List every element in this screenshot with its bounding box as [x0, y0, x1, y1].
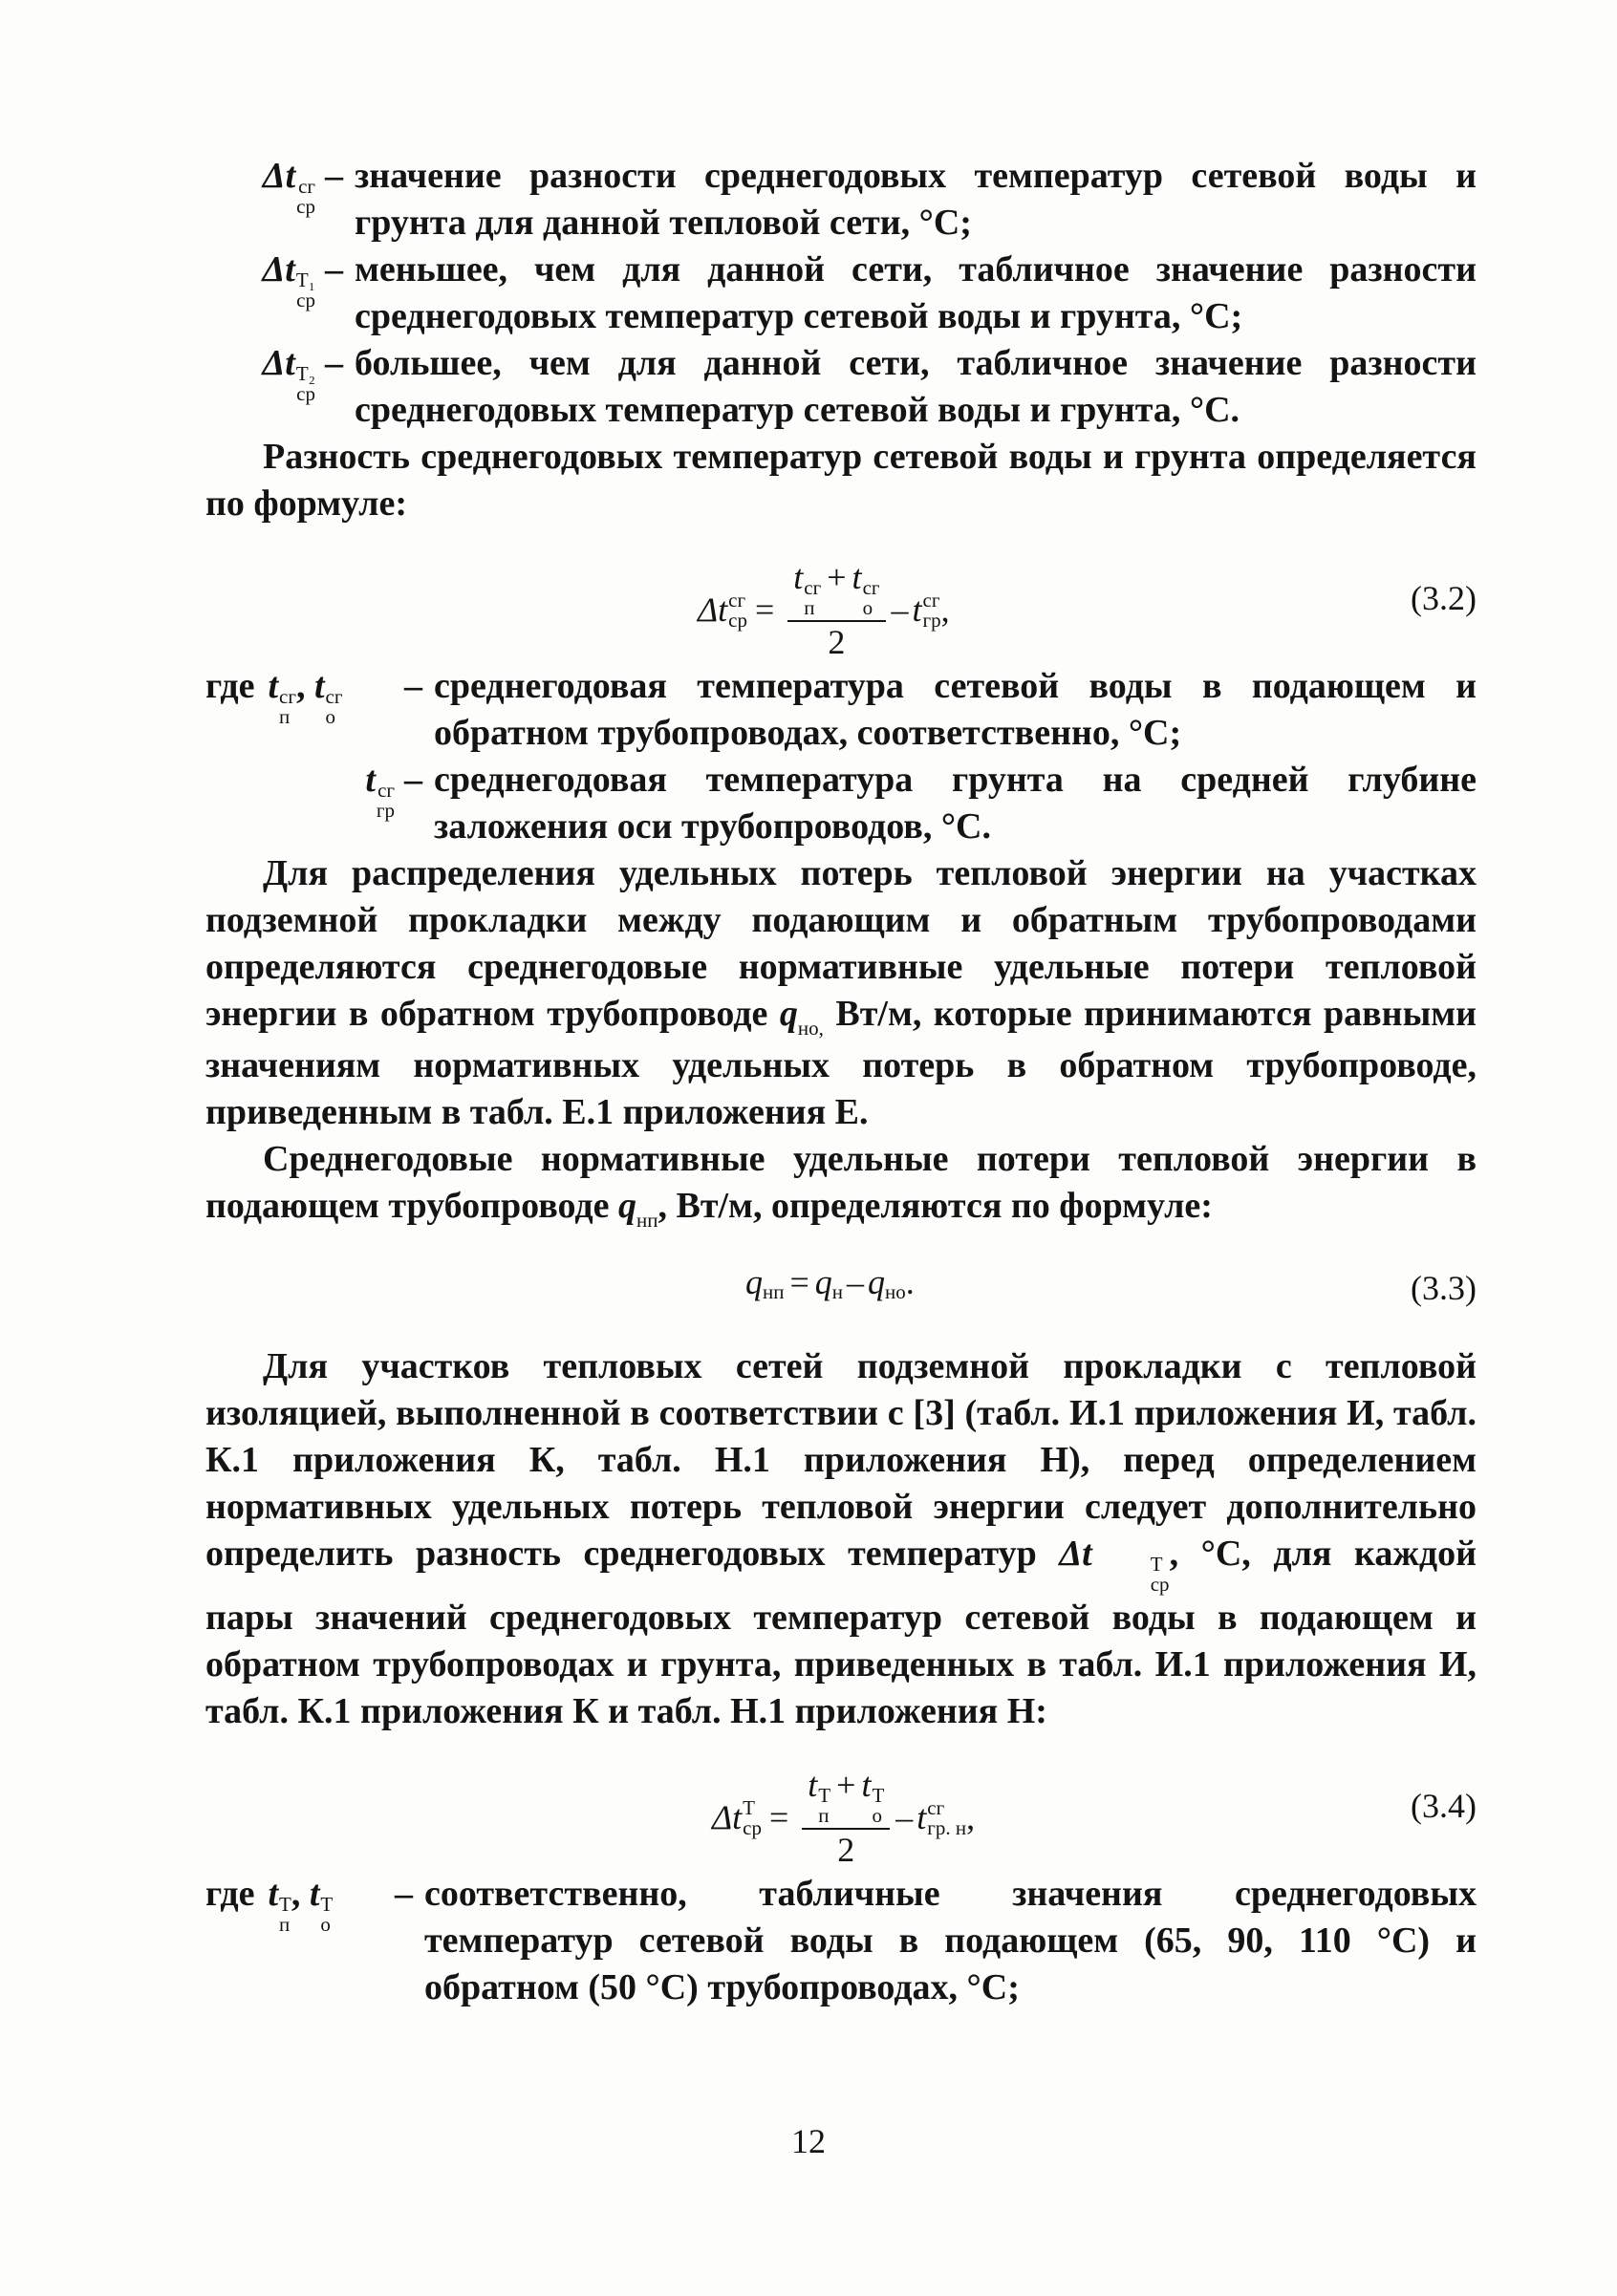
definition-symbol — [205, 663, 395, 727]
page-body — [205, 153, 1477, 2011]
symbol-scripts — [279, 687, 296, 727]
definition-row — [205, 663, 1477, 757]
fraction-numerator — [802, 1766, 890, 1830]
definitions-3-4 — [205, 1871, 1477, 2011]
symbol-scripts — [296, 177, 315, 217]
definition-symbol — [205, 340, 315, 404]
definitions-top — [205, 153, 1477, 434]
formula-sub: п — [804, 596, 815, 619]
paragraph-text: Для распределения удельных потерь тепловой энергии на участках подземной прокладки между подающим и обратным трубопроводами определяются среднегодовые нормативные удельные потери тепловой энергии в обратном трубопроводе — [205, 853, 1477, 1034]
formula-q-base: q — [814, 1263, 832, 1301]
formula-lhs: Δt — [698, 590, 728, 629]
formula-q-sub: но — [885, 1280, 906, 1303]
formula-plus: + — [827, 558, 847, 596]
formula-tail-scripts — [927, 1795, 967, 1839]
formula-punct: , — [940, 590, 950, 629]
symbol-base: Δt — [262, 249, 295, 290]
formula-sub: ср — [743, 1815, 762, 1839]
num-b-scripts — [863, 578, 880, 618]
symbol-sub: о — [320, 1913, 331, 1936]
definition-dash: – — [404, 666, 422, 706]
paragraph-text: , Вт/м, определяются по формуле: — [658, 1186, 1213, 1226]
formula-q-base: q — [745, 1263, 763, 1301]
formula-number: (3.4) — [1411, 1787, 1477, 1825]
paragraph-intro-3-2: Разность среднегодовых температур сетевой воды и грунта определяется по формуле: — [205, 437, 1477, 524]
formula-lhs-scripts — [743, 1795, 762, 1839]
symbol-base: t — [268, 1874, 279, 1914]
definition-dash: – — [395, 1874, 413, 1914]
symbol-base: Δt — [262, 156, 296, 196]
symbol-sup: Т — [1150, 1553, 1163, 1576]
symbol-sub: ср — [1150, 1573, 1170, 1596]
formula-sup: Т — [818, 1784, 831, 1807]
definition-dash: – — [325, 249, 343, 290]
formula-punct: , — [966, 1798, 976, 1836]
num-b-scripts — [872, 1786, 884, 1826]
symbol-sub: п — [279, 1913, 291, 1936]
symbol-scripts — [377, 781, 395, 821]
symbol-sup: Т₂ — [295, 362, 315, 385]
fraction-numerator — [787, 558, 885, 622]
formula-equals: = — [789, 1263, 809, 1301]
formula-sup: сг — [804, 576, 822, 599]
symbol-sup: сг — [325, 685, 343, 708]
symbol-sub: ср — [296, 382, 315, 405]
num-a-base: t — [793, 558, 804, 596]
symbol-base: Δt — [262, 343, 295, 383]
formula-sub: гр. н — [927, 1815, 967, 1839]
formula-sub: о — [862, 596, 873, 619]
formula-sup: сг — [922, 588, 940, 612]
formula-equals: = — [754, 590, 775, 629]
symbol-scripts — [296, 270, 315, 311]
formula-sub: ср — [728, 608, 747, 632]
fraction-denominator: 2 — [828, 623, 846, 661]
symbol-sup: Т₁ — [295, 268, 315, 291]
formula-tail-scripts — [923, 590, 941, 631]
formula-sub: гр — [922, 608, 941, 632]
formula-minus: – — [895, 1798, 914, 1836]
symbol-sub: ср — [296, 289, 315, 311]
formula-sup: Т — [872, 1784, 885, 1807]
where-word: где — [205, 666, 255, 706]
fraction-denominator: 2 — [837, 1831, 855, 1869]
definition-symbol — [205, 757, 395, 821]
num-b-base: t — [861, 1766, 872, 1804]
num-b-base: t — [852, 558, 862, 596]
definition-text: меньшее, чем для данной сети, табличное значение разности среднегодовых температур сетевой воды и грунта, °С; — [355, 249, 1477, 336]
definition-row — [205, 757, 1477, 850]
num-a-base: t — [808, 1766, 818, 1804]
formula-sub: п — [818, 1804, 830, 1827]
formula-expression — [745, 1259, 915, 1306]
symbol-sep: , — [291, 1874, 301, 1914]
formula-q-base: q — [868, 1263, 886, 1301]
definition-symbol — [205, 247, 315, 311]
definition-row — [205, 247, 1477, 340]
definition-text: значение разности среднегодовых температур сетевой воды и грунта для данной тепловой сети, °С; — [355, 156, 1477, 243]
formula-sup: Т — [743, 1795, 755, 1819]
num-a-scripts — [804, 578, 821, 618]
definition-dash: – — [404, 760, 422, 800]
symbol-sub: о — [325, 705, 336, 728]
symbol-sub: п — [279, 705, 291, 728]
definition-dash: – — [325, 156, 343, 196]
formula-fraction — [802, 1766, 890, 1870]
paragraph-text: Для участков тепловых сетей подземной прокладки с тепловой изоляцией, выполненной в соответствии с [3] (табл. И.1 приложения И, табл. К.1 приложения К, табл. Н.1 приложения Н), перед определением нормативных удельных потерь тепловой энергии следует дополнительно определить разность среднегодовых температур — [205, 1346, 1477, 1574]
formula-expression — [698, 558, 950, 662]
num-a-scripts — [818, 1786, 830, 1826]
inline-symbol-scripts — [1093, 1555, 1170, 1595]
formula-fraction — [787, 558, 885, 662]
definition-row — [205, 153, 1477, 247]
symbol-sub: гр — [376, 799, 395, 822]
formula-q-sub: н — [831, 1280, 844, 1303]
symbol-base: t — [365, 760, 376, 800]
inline-symbol-sub: нo, — [797, 1017, 824, 1040]
formula-minus: – — [847, 1263, 865, 1301]
formula-tail: t — [916, 1798, 927, 1836]
formula-number: (3.3) — [1411, 1269, 1477, 1307]
symbol-base: t — [313, 666, 325, 706]
symbol-sub: ср — [296, 195, 315, 218]
formula-sup: сг — [862, 576, 880, 599]
formula-q-sub: нп — [763, 1280, 785, 1303]
symbol-base: t — [309, 1874, 320, 1914]
formula-punct: . — [905, 1263, 915, 1301]
definition-row — [205, 340, 1477, 434]
definition-row — [205, 1871, 1477, 2011]
symbol-sup: сг — [298, 175, 315, 198]
symbol-sup: Т — [320, 1893, 334, 1916]
formula-expression — [712, 1766, 975, 1870]
symbol-sup: сг — [377, 779, 395, 802]
formula-plus: + — [836, 1766, 856, 1804]
page-number: 12 — [791, 2122, 826, 2160]
definition-text: большее, чем для данной сети, табличное значение разности среднегодовых температур сетевой воды и грунта, °С. — [355, 343, 1477, 430]
paragraph-sections — [205, 1343, 1477, 1735]
definition-text: соответственно, табличные значения среднегодовых температур сетевой воды в подающем (65, 90, 110 °С) и обратном (50 °С) трубопроводах, °С; — [424, 1874, 1477, 2007]
formula-3-3 — [205, 1248, 1477, 1328]
formula-lhs: Δt — [712, 1798, 743, 1836]
symbol-scripts — [296, 364, 315, 404]
formula-lhs-scripts — [728, 590, 747, 631]
inline-symbol-base: Δt — [1059, 1534, 1092, 1574]
paragraph-text: , °С, для каждой пары значений среднегодовых температур сетевой воды в подающем и обратном трубопроводах и грунта, приведенных в табл. И.1 приложения И, табл. К.1 приложения К и табл. Н.1 приложения Н: — [205, 1534, 1477, 1731]
inline-symbol-base: q — [779, 994, 798, 1034]
definition-symbol — [205, 1871, 385, 1935]
definitions-3-2 — [205, 663, 1477, 850]
where-word: где — [205, 1874, 255, 1914]
symbol-scripts — [326, 687, 343, 727]
formula-tail: t — [912, 590, 922, 629]
formula-number: (3.2) — [1411, 579, 1477, 617]
inline-symbol-sub: нп — [636, 1209, 658, 1232]
formula-minus: – — [891, 590, 909, 629]
paragraph-text: Среднегодовые нормативные удельные потери тепловой энергии в подающем трубопроводе — [205, 1139, 1477, 1226]
formula-sub: о — [872, 1804, 882, 1827]
symbol-base: t — [268, 666, 279, 706]
inline-symbol-base: q — [618, 1186, 636, 1226]
symbol-sup: Т — [279, 1893, 291, 1916]
symbol-sup: сг — [279, 685, 296, 708]
definition-dash: – — [325, 343, 343, 383]
paragraph-text: Вт/м, которые принимаются равными значениям нормативных удельных потерь в обратном трубопроводе, приведенным в табл. Е.1 приложения Е. — [205, 994, 1477, 1132]
formula-3-4 — [205, 1749, 1477, 1869]
definition-text: среднегодовая температура грунта на средней глубине заложения оси трубопроводов, °С. — [434, 760, 1477, 847]
formula-sup: сг — [927, 1795, 945, 1819]
symbol-scripts — [320, 1895, 333, 1935]
definition-symbol — [205, 153, 315, 217]
formula-sup: сг — [728, 588, 746, 612]
paragraph-distribution — [205, 850, 1477, 1136]
formula-equals: = — [768, 1798, 789, 1836]
formula-3-2 — [205, 541, 1477, 661]
definition-text: среднегодовая температура сетевой воды в подающем и обратном трубопроводах, соответственно, °С; — [434, 666, 1477, 753]
paragraph-supply — [205, 1136, 1477, 1234]
symbol-scripts — [279, 1895, 291, 1935]
symbol-sep: , — [295, 666, 306, 706]
